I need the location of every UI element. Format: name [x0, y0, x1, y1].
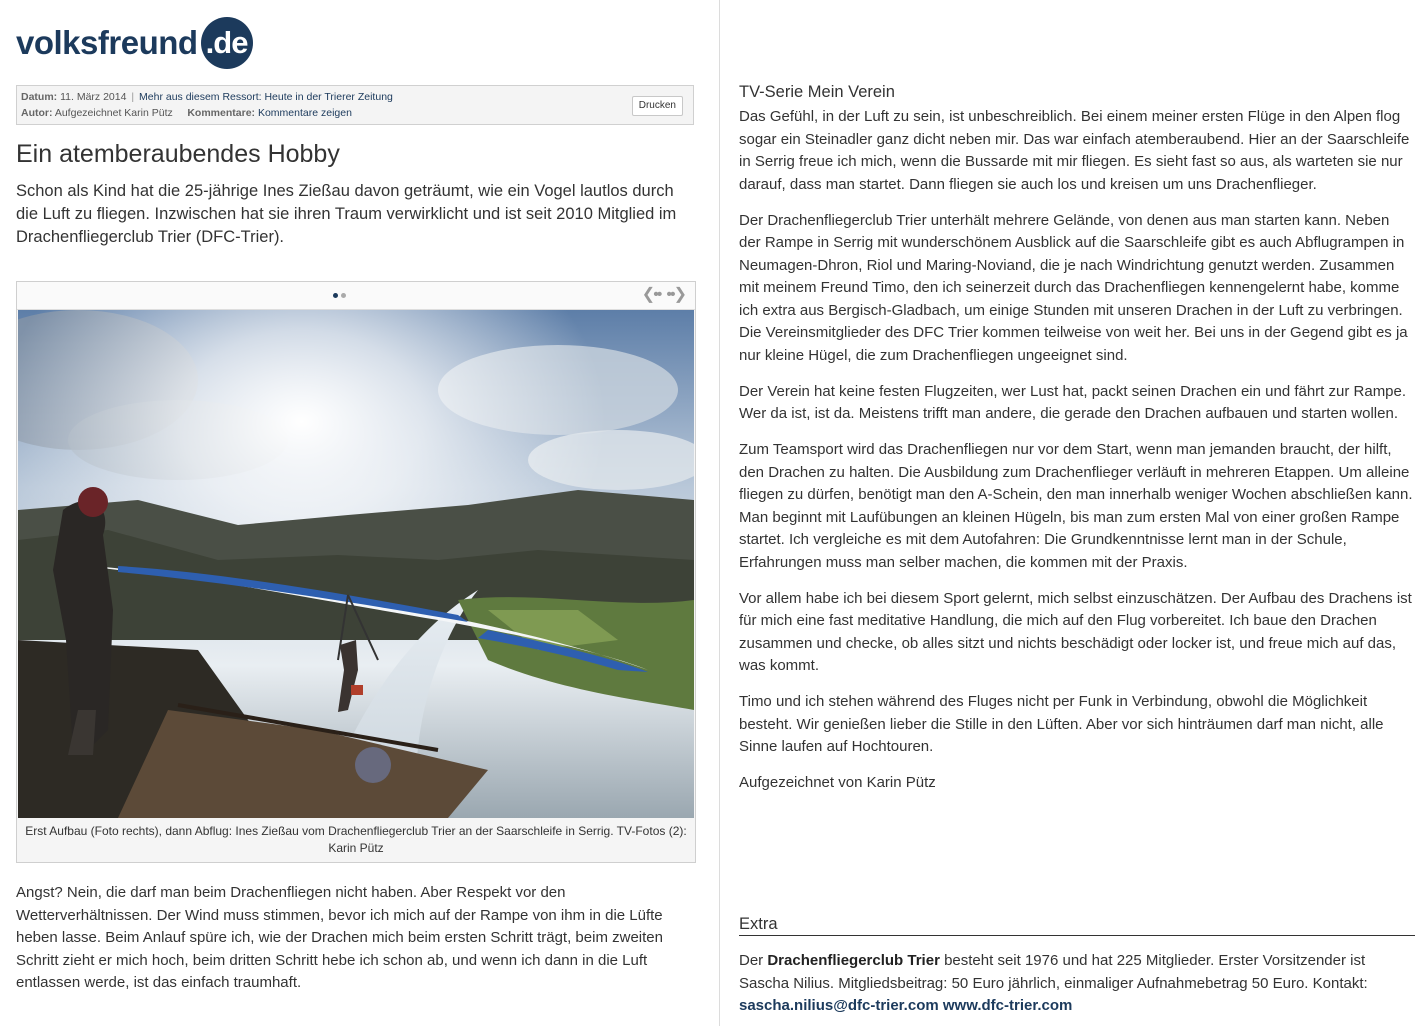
- meta-separator: |: [131, 91, 135, 103]
- paragraph-5: Vor allem habe ich bei diesem Sport gelernt, mich selbst einzuschätzen. Der Aufbau des Drachens ist für mich eine fast meditative Handlung, die mich auf den Flug vorbereitet. Ich baue den Drachen zusammen und checke, ob alles sitzt und nichts beschädigt oder locker ist, und freue mich auf das, was kommt.: [739, 589, 1412, 674]
- more-from-section-link[interactable]: Mehr aus diesem Ressort: Heute in der Trierer Zeitung: [139, 91, 393, 103]
- club-name: Drachenfliegerclub Trier: [767, 952, 940, 969]
- extra-divider: [739, 935, 1415, 936]
- comments-label: Kommentare:: [187, 107, 256, 119]
- gallery-pagination: [333, 293, 346, 298]
- gallery-dot-1[interactable]: [333, 293, 338, 298]
- club-website-link[interactable]: www.dfc-trier.com: [942, 997, 1073, 1014]
- gallery-photo[interactable]: [18, 310, 694, 818]
- logo-wordmark: volksfreund: [16, 24, 198, 61]
- extra-box-text: [739, 950, 1415, 1018]
- paragraph-3: Der Verein hat keine festen Flugzeiten, wer Lust hat, packt seinen Drachen ein und fährt zur Rampe. Wer da ist, ist da. Meistens trifft man andere, die gerade den Drachen aufbauen und starten wollen.: [739, 382, 1407, 422]
- article-meta-bar: [16, 85, 694, 125]
- gallery-nav: [642, 286, 685, 304]
- image-gallery: [16, 281, 696, 863]
- chevron-right-icon[interactable]: ••❯: [666, 286, 685, 303]
- author-credit: Aufgezeichnet von Karin Pütz: [739, 774, 936, 791]
- paragraph-6: Timo und ich stehen während des Fluges nicht per Funk in Verbindung, obwohl die Möglichkeit besteht. Wir genießen lieber die Stille in den Lüften. Aber vor sich hinträumen darf man nicht, alle Sinne laufen auf Hochtouren.: [739, 693, 1384, 755]
- meta-row-date: [21, 91, 393, 103]
- article-headline: Ein atemberaubendes Hobby: [16, 140, 340, 168]
- article-body-left: Angst? Nein, die darf man beim Drachenfliegen nicht haben. Aber Respekt vor den Wetterverhältnissen. Der Wind muss stimmen, bevor ich mich auf der Rampe von ihm in die Lüfte heben lasse. Beim Anlauf spüre ich, wie der Drachen mich beim ersten Schritt trägt, beim zweiten Schritt zieht er mich hoch, beim dritten Schritt hebe ich schon ab, und wenn ich dann in die Luft entlassen werde, ist das einfach traumhaft.: [16, 884, 663, 991]
- print-button[interactable]: Drucken: [632, 96, 683, 116]
- extra-box-title: Extra: [739, 915, 778, 933]
- extra-details: besteht seit 1976 und hat 225 Mitglieder. Erster Vorsitzender ist Sascha Nilius. Mitgliedsbeitrag: 50 Euro jährlich, einmaliger Aufnahmebetrag 50 Euro. Kontakt:: [739, 952, 1368, 992]
- article-body-right: [739, 106, 1414, 808]
- logo-badge: .de: [201, 17, 253, 69]
- gallery-caption: Erst Aufbau (Foto rechts), dann Abflug: Ines Zießau vom Drachenfliegerclub Trier an der Saarschleife in Serrig. TV-Fotos (2): Karin Pütz: [25, 824, 687, 855]
- author-label: Autor:: [21, 107, 53, 119]
- gallery-toolbar: [17, 282, 695, 310]
- gallery-dot-2[interactable]: [341, 293, 346, 298]
- paragraph-1: Das Gefühl, in der Luft zu sein, ist unbeschreiblich. Bei einem meiner ersten Flüge in den Alpen flog sogar ein Steinadler ganz dicht neben mir. Das war einfach atemberaubend. Hier an der Saarschleife in Serrig freue ich mich, wenn die Bussarde mit mir fliegen. Es sieht fast so aus, als warteten sie nur darauf, dass man startet. Dann fliegen sie auch los und kreisen um uns Drachenflieger.: [739, 108, 1410, 193]
- meta-row-author: [21, 107, 352, 119]
- paragraph-2: Der Drachenfliegerclub Trier unterhält mehrere Gelände, von denen aus man starten kann. Neben der Rampe in Serrig mit wunderschönem Ausblick auf die Saarschleife gibt es auch Abflugrampen in Neumagen-Dhron, Riol und Maring-Noviand, die je nach Windrichtung genutzt werden. Zusammen mit meinem Freund Timo, den ich seinerzeit durch das Drachenfliegen kennengelernt habe, komme ich extra aus Bergisch-Gladbach, um einige Stunden mit unseren Drachen in der Luft zu verbringen. Die Vereinsmitglieder des DFC Trier kommen teilweise von weit her. Bei uns in der Gegend gibt es ja nur kleine Hügel, die zum Drachenfliegen ungeeignet sind.: [739, 211, 1408, 364]
- chevron-left-icon[interactable]: ❮••: [641, 286, 661, 303]
- date-label: Datum:: [21, 91, 58, 103]
- contact-email-link[interactable]: sascha.nilius@dfc-trier.com: [739, 997, 939, 1014]
- article-lead: Schon als Kind hat die 25-jährige Ines Zießau davon geträumt, wie ein Vogel lautlos durch die Luft zu fliegen. Inzwischen hat sie ihren Traum verwirklicht und ist seit 2010 Mitglied im Drachenfliegerclub Trier (DFC-Trier).: [16, 182, 677, 246]
- site-logo[interactable]: [16, 15, 253, 71]
- series-title: TV-Serie Mein Verein: [739, 83, 895, 101]
- right-column: [720, 0, 1428, 1026]
- show-comments-link[interactable]: Kommentare zeigen: [257, 107, 352, 119]
- hang-glider-photo: [18, 310, 694, 818]
- extra-prefix: Der: [739, 952, 768, 969]
- date-value: 11. März 2014: [60, 91, 127, 103]
- paragraph-4: Zum Teamsport wird das Drachenfliegen nur vor dem Start, wenn man jemanden braucht, der hilft, den Drachen zu halten. Die Ausbildung zum Drachenflieger verläuft in mehreren Etappen. Um alleine fliegen zu dürfen, benötigt man den A-Schein, den man innerhalb weniger Wochen abschließen kann. Man beginnt mit Laufübungen an kleinen Hügeln, bis man zum ersten Mal von einer großen Rampe startet. Ich vergleiche es mit dem Autofahren: Die Grundkenntnisse lernt man in der Schule, Erfahrungen muss man selber machen, die kommen mit der Praxis.: [739, 441, 1413, 571]
- author-value: Aufgezeichnet Karin Pütz: [54, 107, 173, 119]
